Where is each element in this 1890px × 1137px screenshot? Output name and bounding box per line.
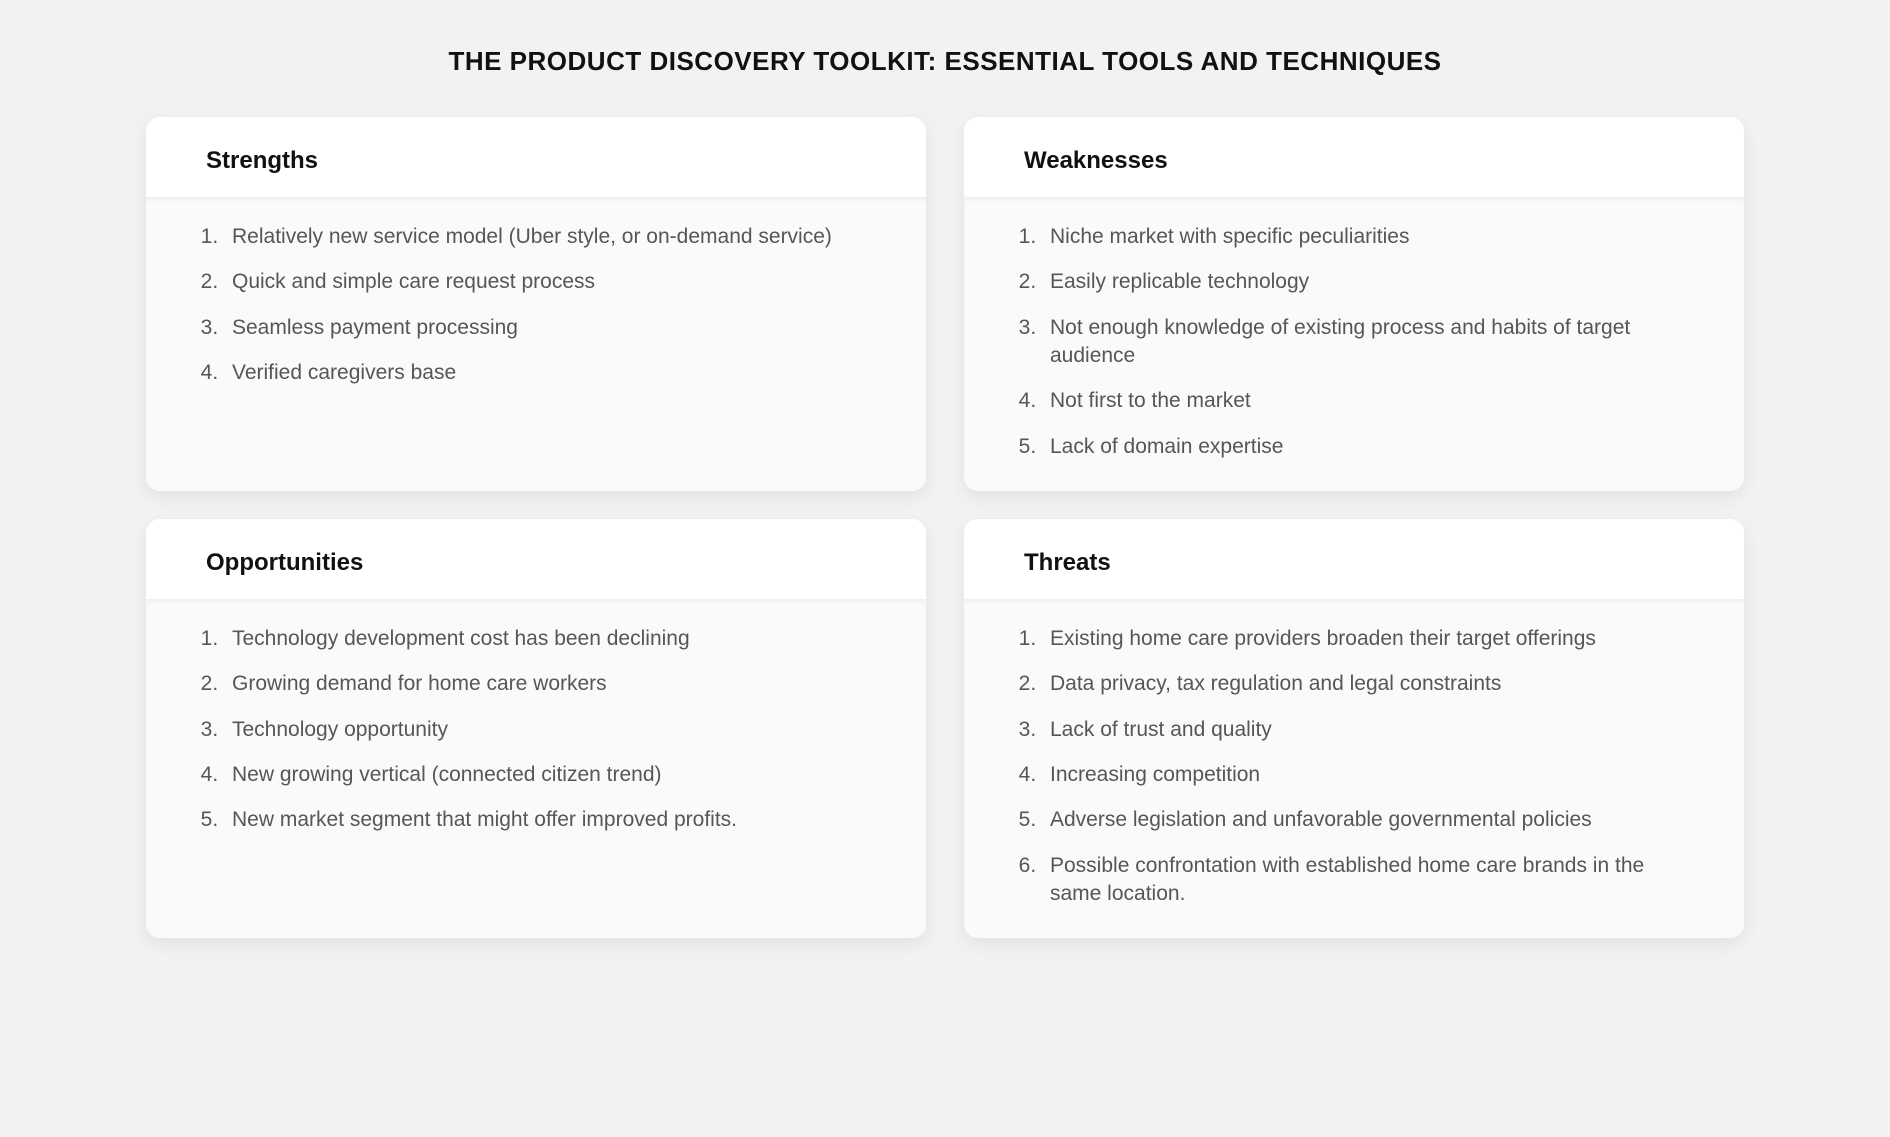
card-weaknesses-body <box>964 197 1744 491</box>
card-threats <box>964 519 1744 938</box>
card-threats-title: Threats <box>1024 549 1111 577</box>
card-weaknesses <box>964 117 1744 491</box>
list-item: 2. Growing demand for home care workers <box>224 670 882 698</box>
card-weaknesses-title: Weaknesses <box>1024 147 1168 174</box>
card-opportunities <box>146 519 926 938</box>
list-item: 1. Existing home care providers broaden their target offerings <box>1042 625 1700 653</box>
list-item: 3. Seamless payment processing <box>224 314 882 342</box>
card-opportunities-body <box>146 599 926 938</box>
page-title: THE PRODUCT DISCOVERY TOOLKIT: ESSENTIAL TOOLS AND TECHNIQUES <box>448 46 1442 76</box>
card-threats-header <box>964 519 1744 599</box>
card-strengths-title: Strengths <box>206 147 319 174</box>
card-threats-body <box>964 599 1744 938</box>
list-item: 1. Niche market with specific peculiarities <box>1042 223 1700 251</box>
list-item: 4. Verified caregivers base <box>224 359 882 387</box>
list-item: 5. Adverse legislation and unfavorable governmental policies <box>1042 806 1700 834</box>
threats-list <box>1008 625 1700 908</box>
card-strengths-header <box>146 117 926 197</box>
card-opportunities-title: Opportunities <box>206 549 364 577</box>
list-item: 1. Technology development cost has been declining <box>224 625 882 653</box>
strengths-list <box>190 223 882 387</box>
weaknesses-list <box>1008 223 1700 461</box>
list-item: 4. Not first to the market <box>1042 387 1700 415</box>
card-weaknesses-header <box>964 117 1744 197</box>
opportunities-list <box>190 625 882 835</box>
card-strengths <box>146 117 926 491</box>
card-opportunities-header <box>146 519 926 599</box>
list-item: 5. Lack of domain expertise <box>1042 433 1700 461</box>
list-item: 2. Quick and simple care request process <box>224 268 882 296</box>
card-strengths-body <box>146 197 926 491</box>
list-item: 4. New growing vertical (connected citizen trend) <box>224 761 882 789</box>
list-item: 4. Increasing competition <box>1042 761 1700 789</box>
list-item: 5. New market segment that might offer improved profits. <box>224 806 882 834</box>
list-item: 3. Technology opportunity <box>224 716 882 744</box>
list-item: 3. Lack of trust and quality <box>1042 716 1700 744</box>
list-item: 3. Not enough knowledge of existing process and habits of target audience <box>1042 314 1700 371</box>
swot-grid <box>0 77 1890 938</box>
list-item: 2. Data privacy, tax regulation and legal constraints <box>1042 670 1700 698</box>
list-item: 1. Relatively new service model (Uber style, or on-demand service) <box>224 223 882 251</box>
list-item: 2. Easily replicable technology <box>1042 268 1700 296</box>
list-item: 6. Possible confrontation with established home care brands in the same location. <box>1042 852 1700 909</box>
